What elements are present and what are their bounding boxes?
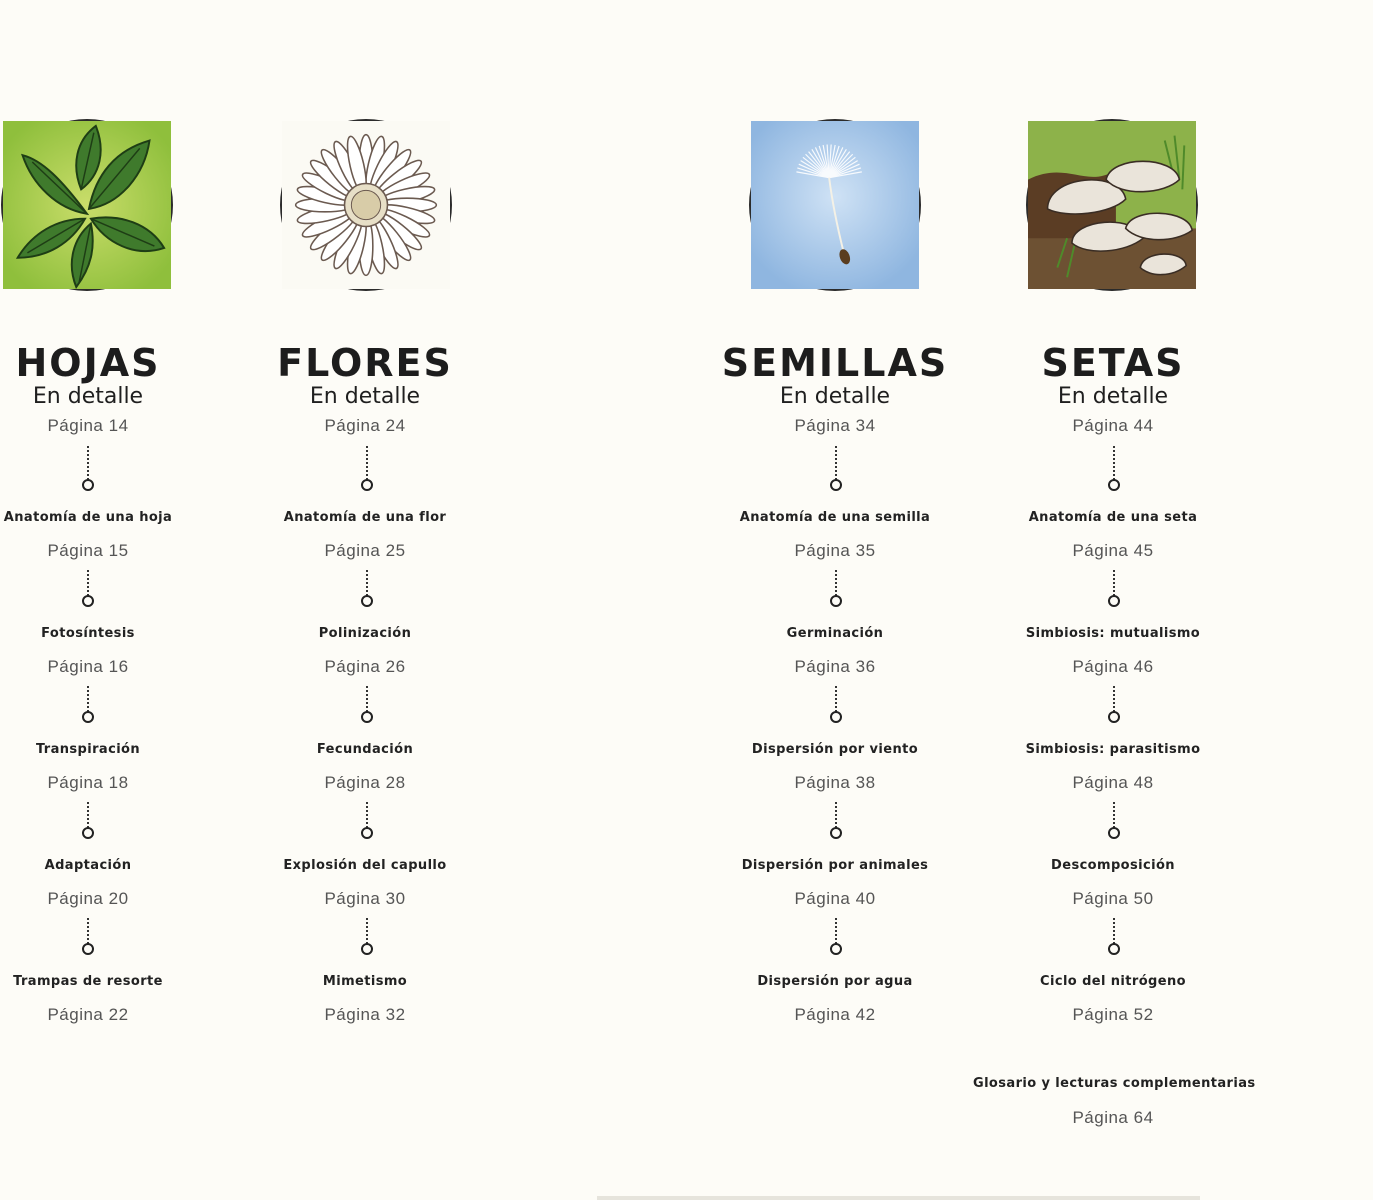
- topic-title[interactable]: Dispersión por viento: [751, 742, 919, 757]
- topic-title[interactable]: Adaptación: [44, 858, 132, 873]
- topic-title[interactable]: Explosión del capullo: [283, 858, 447, 873]
- page-ref[interactable]: Página 34: [794, 416, 876, 435]
- page-ref[interactable]: Página 22: [47, 1005, 129, 1024]
- topic-title[interactable]: Dispersión por animales: [741, 858, 929, 873]
- page-ref[interactable]: Página 44: [1072, 416, 1154, 435]
- topic-title[interactable]: Anatomía de una hoja: [3, 510, 173, 525]
- section-subtitle: En detalle: [779, 384, 891, 409]
- page-ref[interactable]: Página 64: [1072, 1108, 1154, 1127]
- page-ref[interactable]: Página 45: [1072, 541, 1154, 560]
- topic-title[interactable]: Anatomía de una flor: [283, 510, 447, 525]
- page-ref[interactable]: Página 46: [1072, 657, 1154, 676]
- page-ref[interactable]: Página 25: [324, 541, 406, 560]
- section-subtitle: En detalle: [1057, 384, 1169, 409]
- dotted-connector-icon: [1107, 570, 1121, 616]
- page-ref[interactable]: Página 48: [1072, 773, 1154, 792]
- topic-title[interactable]: Polinización: [318, 626, 412, 641]
- page-ref[interactable]: Página 30: [324, 889, 406, 908]
- topic-title[interactable]: Fecundación: [316, 742, 414, 757]
- topic-title[interactable]: Simbiosis: parasitismo: [1025, 742, 1201, 757]
- dotted-connector-icon: [1107, 802, 1121, 848]
- topic-title[interactable]: Descomposición: [1051, 858, 1175, 873]
- page-ref[interactable]: Página 40: [794, 889, 876, 908]
- page-ref[interactable]: Página 24: [324, 416, 406, 435]
- topic-title[interactable]: Anatomía de una semilla: [739, 510, 931, 525]
- topic-title[interactable]: Fotosíntesis: [41, 626, 135, 641]
- topic-title[interactable]: Anatomía de una seta: [1028, 510, 1198, 525]
- page-ref[interactable]: Página 50: [1072, 889, 1154, 908]
- page-ref[interactable]: Página 52: [1072, 1005, 1154, 1024]
- section-title: SETAS: [1041, 341, 1185, 385]
- glossary-title[interactable]: Glosario y lecturas complementarias: [973, 1076, 1256, 1091]
- topic-title[interactable]: Transpiración: [35, 742, 141, 757]
- dotted-connector-icon: [1107, 918, 1121, 964]
- topic-title[interactable]: Germinación: [786, 626, 884, 641]
- topic-title[interactable]: Simbiosis: mutualismo: [1025, 626, 1201, 641]
- page-ref[interactable]: Página 38: [794, 773, 876, 792]
- section-title: FLORES: [277, 341, 453, 385]
- page-ref[interactable]: Página 26: [324, 657, 406, 676]
- topic-title[interactable]: Ciclo del nitrógeno: [1040, 974, 1186, 989]
- topic-title[interactable]: Mimetismo: [322, 974, 408, 989]
- page-ref[interactable]: Página 16: [47, 657, 129, 676]
- page-ref[interactable]: Página 14: [47, 416, 129, 435]
- section-title: HOJAS: [15, 341, 161, 385]
- dotted-connector-icon: [1107, 446, 1121, 492]
- page-ref[interactable]: Página 32: [324, 1005, 406, 1024]
- mushrooms-icon: [1026, 119, 1198, 291]
- page-ref[interactable]: Página 28: [324, 773, 406, 792]
- page-ref[interactable]: Página 15: [47, 541, 129, 560]
- page-ref[interactable]: Página 20: [47, 889, 129, 908]
- topic-title[interactable]: Dispersión por agua: [757, 974, 913, 989]
- page-ref[interactable]: Página 42: [794, 1005, 876, 1024]
- dotted-connector-icon: [1107, 686, 1121, 732]
- section-subtitle: En detalle: [32, 384, 144, 409]
- topic-title[interactable]: Trampas de resorte: [13, 974, 163, 989]
- section-subtitle: En detalle: [309, 384, 421, 409]
- section-title: SEMILLAS: [721, 341, 949, 385]
- page-ref[interactable]: Página 36: [794, 657, 876, 676]
- page-ref[interactable]: Página 35: [794, 541, 876, 560]
- page-ref[interactable]: Página 18: [47, 773, 129, 792]
